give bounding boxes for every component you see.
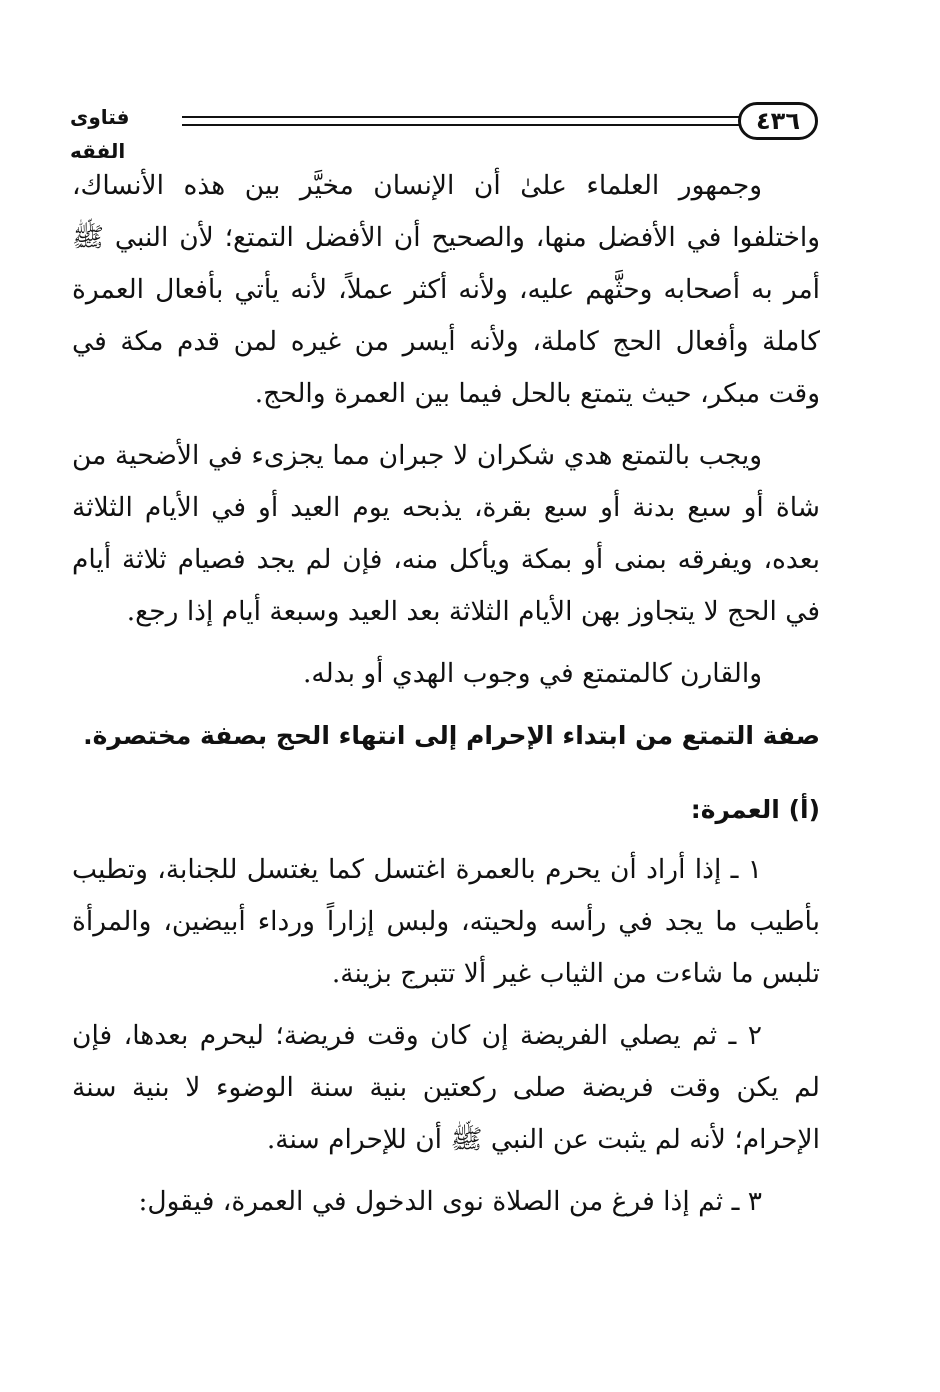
paragraph-sacrifice: ويجب بالتمتع هدي شكران لا جبران مما يجزىء في الأضحية من شاة أو سبع بدنة أو سبع بقرة، يذبحه يوم العيد أو في الأيام الثلاثة بعده، ويفرقه بمنى أو بمكة ويأكل منه، فإن لم يجد فصيام ثلاثة أيام في الحج لا يتجاوز بهن الأيام الثلاثة بعد العيد وسبعة أيام إذا رجع. [72,440,820,627]
paragraph-qiran: والقارن كالمتمتع في وجوب الهدي أو بدله. [302,658,762,689]
step-2-prayer: ٢ ـ ثم يصلي الفريضة إن كان وقت فريضة؛ ليحرم بعدها، فإن لم يكن وقت فريضة صلى ركعتين بنية سنة الوضوء لا بنية سنة الإحرام؛ لأنه لم يثبت عن النبي ﷺ أن للإحرام سنة. [72,1020,820,1155]
step-1-ghusl: ١ ـ إذا أراد أن يحرم بالعمرة اغتسل كما يغتسل للجنابة، وتطيب بأطيب ما يجد في رأسه ولحيته، ولبس إزاراً ورداء أبيضين، والمرأة تلبس ما شاءت من الثياب غير ألا تتبرج بزينة. [72,854,820,989]
paragraph-preferred-rite: وجمهور العلماء علىٰ أن الإنسان مخيَّر بين هذه الأنساك، واختلفوا في الأفضل منها، والصحيح أن الأفضل التمتع؛ لأن النبي ﷺ أمر به أصحابه وحثَّهم عليه، ولأنه أكثر عملاً، لأنه يأتي بأفعال العمرة كاملة وأفعال الحج كاملة، ولأنه أيسر من غيره لمن قدم مكة في وقت مبكر، حيث يتمتع بالحل فيما بين العمرة والحج. [72,170,820,409]
page-number: ٤٣٦ [738,102,818,140]
page-header [70,92,818,163]
step-3-intention: ٣ ـ ثم إذا فرغ من الصلاة نوى الدخول في العمرة، فيقول: [138,1186,762,1217]
page-body [72,160,820,1238]
subsection-heading-umrah: (أ) العمرة: [690,795,820,824]
section-heading: صفة التمتع من ابتداء الإحرام إلى انتهاء الحج بصفة مختصرة. [83,721,820,750]
book-title: فتاوى الفقه [70,105,130,163]
